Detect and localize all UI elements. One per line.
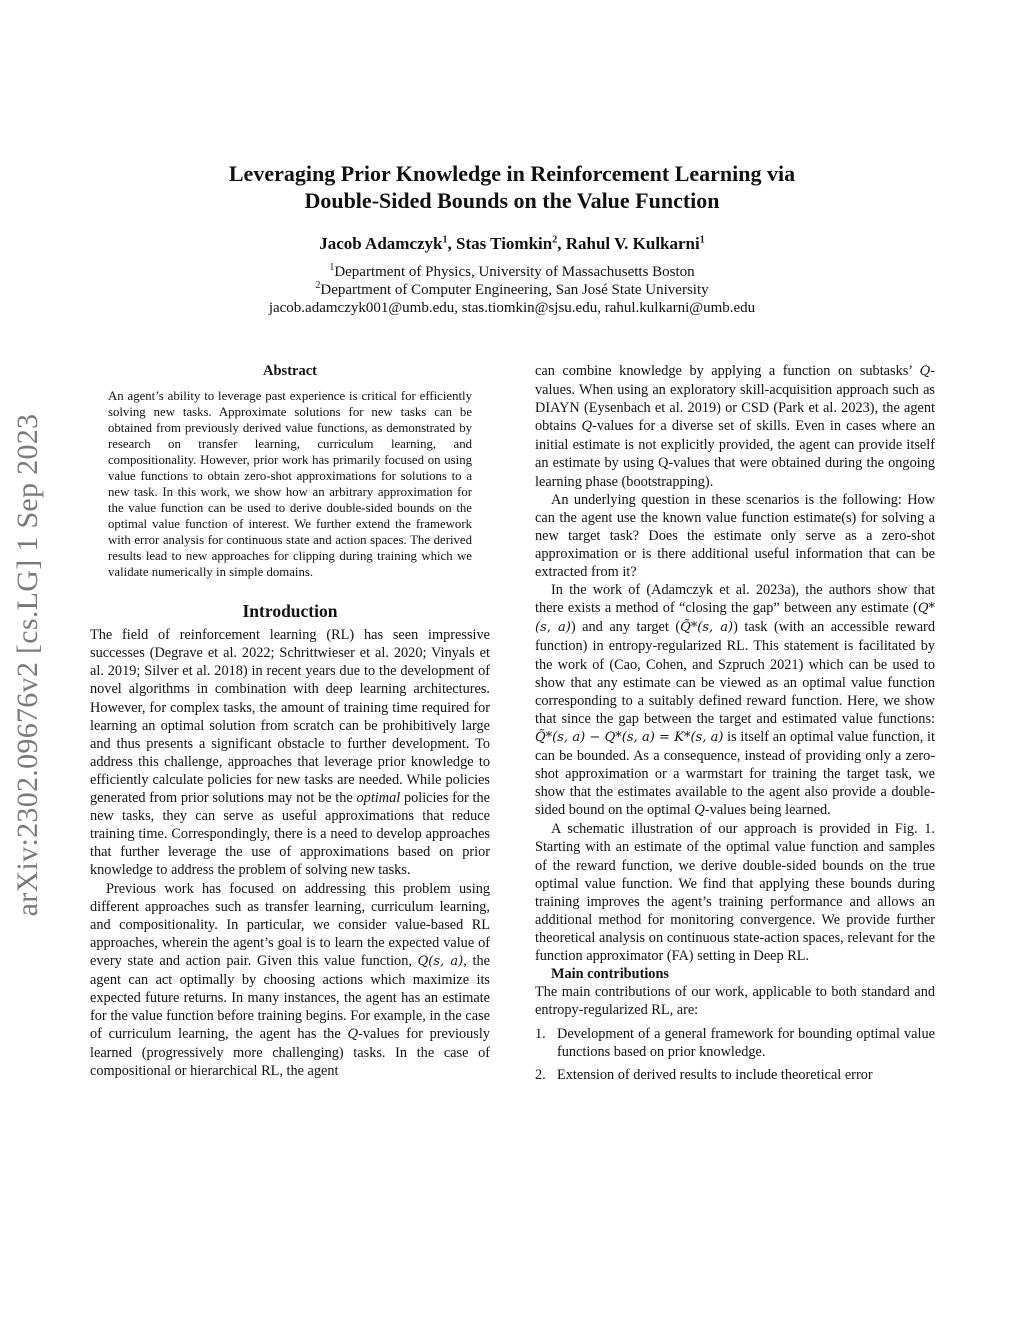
affiliation: $^2$Department of Computer Engineering, San José State University: [315, 280, 709, 298]
title-line-2: Double-Sided Bounds on the Value Function: [304, 188, 720, 213]
author-list: Jacob Adamczyk$^1$, Stas Tiomkin$^2$, Rahul V. Kulkarni$^1$: [319, 234, 705, 253]
contributions-list: [535, 1025, 935, 1083]
intro-paragraph: Previous work has focused on addressing this problem using different approaches such as transfer learning, curriculum learning, and compositionality. In particular, we consider value-based RL approaches, wherein the agent’s goal is to learn the expected value of every state and action pair. Given this value function, Q(s, a), the agent can act optimally by choosing actions which maximize its expected future returns. In many instances, the agent has an estimate for the value function before training begins. For example, in the case of curriculum learning, the agent has the Q-values for previously learned (progressively more challenging) tasks. In the case of compositional or hierarchical RL, the agent: [90, 880, 490, 1080]
list-item: 1. Development of a general framework for bounding optimal value functions based on prior knowledge.: [535, 1026, 935, 1061]
author-affil-mark: 1: [699, 234, 705, 246]
author-affil-mark: 1: [442, 234, 448, 246]
paper-title: [0, 160, 1024, 214]
list-item: 2. Extension of derived results to include theoretical error: [535, 1066, 873, 1083]
author-affil-mark: 2: [552, 234, 558, 246]
body-paragraph: An underlying question in these scenarios is the following: How can the agent use the known value function estimate(s) for solving a new target task? Does the estimate only serve as a zero-shot approximation or is there additional useful information that can be extracted from it?: [535, 491, 935, 581]
contributions-intro: The main contributions of our work, applicable to both standard and entropy-regularized RL, are:: [535, 984, 935, 1019]
title-line-1: Leveraging Prior Knowledge in Reinforcement Learning via: [228, 161, 796, 186]
abstract-text: An agent’s ability to leverage past experience is critical for efficiently solving new tasks. Approximate solutions for new tasks can be obtained from previously derived value functions, as demonstrated by research on transfer learning, curriculum learning, and compositionality. However, prior work has primarily focused on using value functions to obtain zero-shot approximations for solutions to a new task. In this work, we show how an arbitrary approximation for the value function can be used to derive double-sided bounds on the optimal value function of interest. We further extend the framework with error analysis for continuous state and action spaces. The derived results lead to new approaches for clipping during training which we validate numerically in simple domains.: [108, 389, 472, 580]
arxiv-sidebar: [4, 365, 52, 965]
body-paragraph: A schematic illustration of our approach is provided in Fig. 1. Starting with an estimate of the optimal value function and samples of the reward function, we derive double-sided bounds on the true optimal value function. We find that applying these bounds during training improves the agent’s training performance and allows an additional method for monitoring convergence. We provide further theoretical analysis on continuous state-action spaces, relevant for the function approximator (FA) setting in Deep RL.: [535, 821, 935, 964]
author-name: Rahul V. Kulkarni: [565, 234, 700, 253]
arxiv-identifier: arXiv:2302.09676v2 [cs.LG] 1 Sep 2023: [11, 413, 44, 917]
affiliation: $^1$Department of Physics, University of Massachusetts Boston: [329, 262, 695, 280]
left-column: [90, 362, 490, 1081]
author-name: Jacob Adamczyk: [319, 234, 443, 253]
abstract-heading: Abstract: [263, 363, 317, 379]
right-column: [535, 362, 935, 1088]
intro-paragraph: The field of reinforcement learning (RL) has seen impressive successes (Degrave et al. 2022; Schrittwieser et al. 2020; Vinyals et al. 2019; Silver et al. 2018) in recent years due to the development of novel algorithms in combination with deep learning architectures. However, for complex tasks, the amount of training time required for learning an optimal solution from scratch can be prohibitively large and thus presents a significant obstacle to further development. To address this challenge, approaches that leverage prior knowledge to efficiently calculate policies for new tasks are needed. While policies generated from prior solutions may not be the optimal policies for the new tasks, they can serve as useful approximations that reduce training time. Correspondingly, there is a need to develop approaches that further leverage the use of approximations based on prior knowledge to address the problem of solving new tasks.: [90, 627, 491, 879]
body-paragraph: can combine knowledge by applying a function on subtasks’ Q-values. When using an exploratory skill-acquisition approach such as DIAYN (Eysenbach et al. 2019) or CSD (Park et al. 2023), the agent obtains Q-values for a diverse set of skills. Even in cases where an initial estimate is not explicitly provided, the agent can provide itself an estimate by using Q-values that were obtained during the ongoing learning phase (bootstrapping).: [535, 363, 935, 490]
body-paragraph: In the work of (Adamczyk et al. 2023a), the authors show that there exists a method of “closing the gap” between any estimate (Q*(s, a)) and any target (Q̃*(s, a)) task (with an accessible reward function) in entropy-regularized RL. This statement is facilitated by the work of (Cao, Cohen, and Szpruch 2021) which can be used to show that any estimate can be viewed as an optimal value function corresponding to a suitably defined reward function. Here, we show that since the gap between the target and estimated value functions: Q̃*(s, a) − Q*(s, a) = K*(s, a) is itself an optimal value function, it can be bounded. As a consequence, instead of providing only a zero-shot approximation or a warmstart for training the target task, we show that the estimates available to the agent also provide a double-sided bound on the optimal Q-values being learned.: [535, 582, 935, 819]
author-emails: jacob.adamczyk001@umb.edu, stas.tiomkin@sjsu.edu, rahul.kulkarni@umb.edu: [268, 300, 756, 316]
contributions-heading: Main contributions: [551, 966, 669, 983]
affiliations: [0, 263, 1024, 317]
introduction-heading: Introduction: [242, 601, 338, 622]
author-name: Stas Tiomkin: [455, 234, 553, 253]
